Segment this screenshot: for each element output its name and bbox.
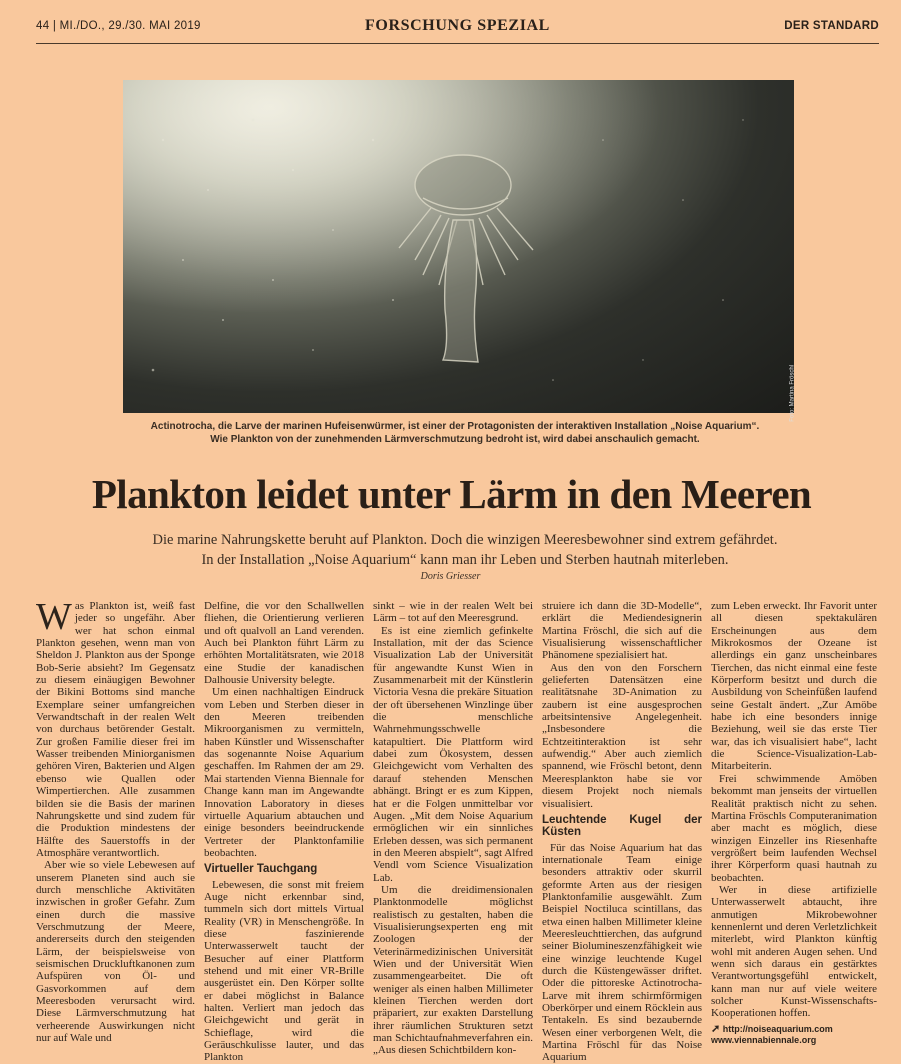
paragraph: Delfine, die vor den Schallwellen fliehen, die Orientierung verlieren und oft qualvoll an Land verenden. Auch bei Plankton führt Lärm zu erhöhten Mortalitätsraten, wie 2018 eine Studie der kanadischen Dalhousie University belegte. [204,600,364,687]
drop-cap: W [36,596,72,638]
paragraph: Aus den von den Forschern gelieferten Datensätzen eine realitätsnahe 3D-Animation zu zaubern ist eine ausgesprochen arbeitsintensive Angelegenheit. „Insbesondere die Echtzeitinteraktion ist sehr aufwendig.“ Aber auch ziemlich spannend, wie Fröschl betont, denn Meeresplankton habe sie vor diesem Projekt noch niemals visualisiert. [542,661,702,810]
paragraph: Für das Noise Aquarium hat das internationale Team einige besonders attraktiv oder skurril geformte Arten aus der riesigen Planktonfamilie ausgewählt. Zum Beispiel Noctiluca scintillans, das etwa einen halben Millimeter kleine Meeresleuchttierchen, das aufgrund seiner Biolumineszenzfähigkeit wie eine winzige leuchtende Kugel durch die Küstengewässer driftet. Oder die pittoreske Actinotrocha-Larve mit ihrem schirmförmigen Oberkörper und einem Röcklein aus Tentakeln. Es sind bezaubernde Wesen einer verborgenen Welt, die Martina Fröschl für das Noise Aquarium [542,841,702,1064]
photo-credit: Foto: Martina Fröschl [790,365,796,422]
article-column-5 [711,600,877,1045]
article-column-1 [36,596,195,1045]
page-info: 44 | MI./DO., 29./30. MAI 2019 [36,20,201,32]
paragraph: Frei schwimmende Amöben bekommt man jenseits der virtuellen Realität praktisch nicht zu sehen. Martina Fröschls Computeranimation aber macht es möglich, diese winzigen Einzeller ins Riesenhafte vergrößert beim laufenden Wechsel ihrer Körperform quasi hautnah zu beobachten. [711,772,877,884]
paragraph: sinkt – wie in der realen Welt bei Lärm – tot auf den Meeresgrund. [373,600,533,625]
paragraph: Wer in diese artifizielle Unterwasserwelt abtaucht, ihre anmutigen Mikrobewohner kennenlernt und deren Verletzlichkeit miterlebt, wird Plankton künftig wohl mit anderen Augen sehen. Und wenn sich daraus ein gestärktes Verantwortungsgefühl entwickelt, kann man nur auf viele weitere solcher Kunst-Wissenschafts-Kooperationen hoffen. [711,883,877,1020]
paragraph: Um einen nachhaltigen Eindruck vom Leben und Sterben dieser in den Meeren treibenden Mikroorganismen zu vermitteln, haben Künstler und Wissenschafter das sogenannte Noise Aquarium geschaffen. Im Rahmen der am 29. Mai startenden Vienna Biennale for Change kann man im Angewandte Innovation Laboratory in dieses virtuelle Aquarium abtauchen und einige besonders beeindruckende Vertreter der Planktonfamilie beobachten. [204,686,364,859]
paragraph: Aber wie so viele Lebewesen auf unserem Planeten sind auch sie durch menschliche Aktivitäten inzwischen in großer Gefahr. Zum einen durch die massive Verschmutzung der Meere, andererseits durch den steigenden Lärm, der beispielsweise von seismischen Druckluftkanonen zum Aufspüren von Öl- und Gasvorkommen auf dem Meeresboden verursacht wird. Diese Lärmverschmutzung hat verheerende Auswirkungen nicht nur auf Wale und [36,859,195,1045]
article-standfirst: Die marine Nahrungskette beruht auf Plankton. Doch die winzigen Meeresbewohner sind extrem gefährdet. In der Installation „Noise Aquarium“ kann man ihr Leben und Sterben hautnah miterleben. [152,532,778,568]
caption-line-2: Wie Plankton von der zunehmenden Lärmverschmutzung bedroht ist, wird dabei anschaulich gemacht. [210,434,700,445]
section-title: FORSCHUNG SPEZIAL [365,17,550,34]
paragraph: Um die dreidimensionalen Planktonmodelle möglichst realistisch zu gestalten, haben die Visualisierungsexperten eng mit Zoologen der Veterinärmedizinischen Universität Wien und der Universität Wien zusammengearbeitet. Die oft weniger als einen halben Millimeter kleinen Tierchen werden dort präpariert, zur exakten Darstellung ihrer räumlichen Strukturen setzt man Schichtaufnahmeverfahren ein. „Aus diesen Schichtbildern kon- [373,883,533,1057]
subheading: Leuchtende Kugel der Küsten [542,813,702,839]
paragraph: Es ist eine ziemlich gefinkelte Installation, mit der das Science Visualization Lab der Universität für angewandte Kunst Wien in Zusammenarbeit mit der Künstlerin Victoria Vesna die prekäre Situation der oft übersehenen Winzlinge über die menschliche Wahrnehmungsschwelle katapultiert. Die Plattform wird dabei zum Ökosystem, dessen Gleichgewicht vom Verhalten des darauf stehenden Menschen abhängt. Bringt er es zum Kippen, hat er die Folgen unmittelbar vor Augen. „Mit dem Noise Aquarium ermöglichen wir ein sinnliches Erleben dessen, was sich permanent in den Meeren abspielt“, sagt Alfred Vendl vom Science Visualization Lab. [373,624,533,884]
paragraph [36,596,195,859]
link-viennabiennale[interactable]: www.viennabiennale.org [711,1034,817,1045]
caption-line-1: Actinotrocha, die Larve der marinen Hufeisenwürmer, ist einer der Protagonisten der interaktiven Installation „Noise Aquarium“. [150,421,760,432]
article-column-4 [542,600,702,1064]
article-headline: Plankton leidet unter Lärm in den Meeren [91,471,812,517]
paragraph: zum Leben erweckt. Ihr Favorit unter all diesen spektakulären Erscheinungen aus dem Mikrokosmos der Ozeane ist allerdings ein ganz unscheinbares Tierchen, das nicht einmal eine feste Körperform besitzt und durch die Ausbildung von Scheinfüßen laufend seine Gestalt ändert. „Zur Amöbe habe ich eine besonders innige Beziehung, weil sie das erste Tier war, das ich visualisiert habe“, lacht die Science-Visualization-Lab-Mitarbeiterin. [711,600,877,773]
photo-caption [140,420,770,446]
article-column-3 [373,600,533,1057]
article-photo [123,80,796,422]
subheading: Virtueller Tauchgang [204,863,318,876]
paragraph: struiere ich dann die 3D-Modelle“, erklärt die Mediendesignerin Martina Fröschl, die sich auf die Visualisierung wissenschaftlicher Phänomene spezialisiert hat. [542,600,702,662]
publication-name: DER STANDARD [784,20,879,32]
page-header [36,15,879,44]
arrow-icon: ➚ [711,1022,721,1035]
paragraph-text: as Plankton ist, weiß fast jeder so ungefähr. Aber wer hat schon einmal Plankton gesehen, wenn man von Sheldon J. Plankton aus der Sponge Bob-Serie absieht? Im Gegensatz zu diesem einäugigen Bewohner der Bikini Bottoms sind manche Exemplare seiner umfangreichen Verwandtschaft in der realen Welt von durchaus betörender Gestalt. Zur großen Familie dieser frei im Wasser treibenden Miniorganismen gehören Viren, Bakterien und Algen ebenso wie Quallen oder Wimpertierchen. Alle zusammen bilden sie die Basis der marinen Nahrungskette und sind zudem für die Produktion mindestens der Hälfte des Sauerstoffs in der Atmosphäre verantwortlich. [36,600,195,859]
article-author: Doris Griesser [420,571,481,582]
article-column-2 [204,600,364,1064]
related-links [711,1024,877,1046]
plankton-illustration [123,80,794,413]
link-noiseaquarium[interactable]: http://noiseaquarium.com [722,1023,833,1034]
paragraph: Lebewesen, die sonst mit freiem Auge nicht erkennbar sind, tummeln sich dort mittels Virtual Reality (VR) in Menschengröße. In diese faszinierende Unterwasserwelt taucht der Besucher auf einer Plattform stehend und mit einer VR-Brille ausgerüstet ein. Den Körper sollte er dabei möglichst in Balance halten. Verliert man jedoch das Gleichgewicht und gerät in Schieflage, wird die Geräuschkulisse lauter, und das Plankton [204,878,364,1064]
